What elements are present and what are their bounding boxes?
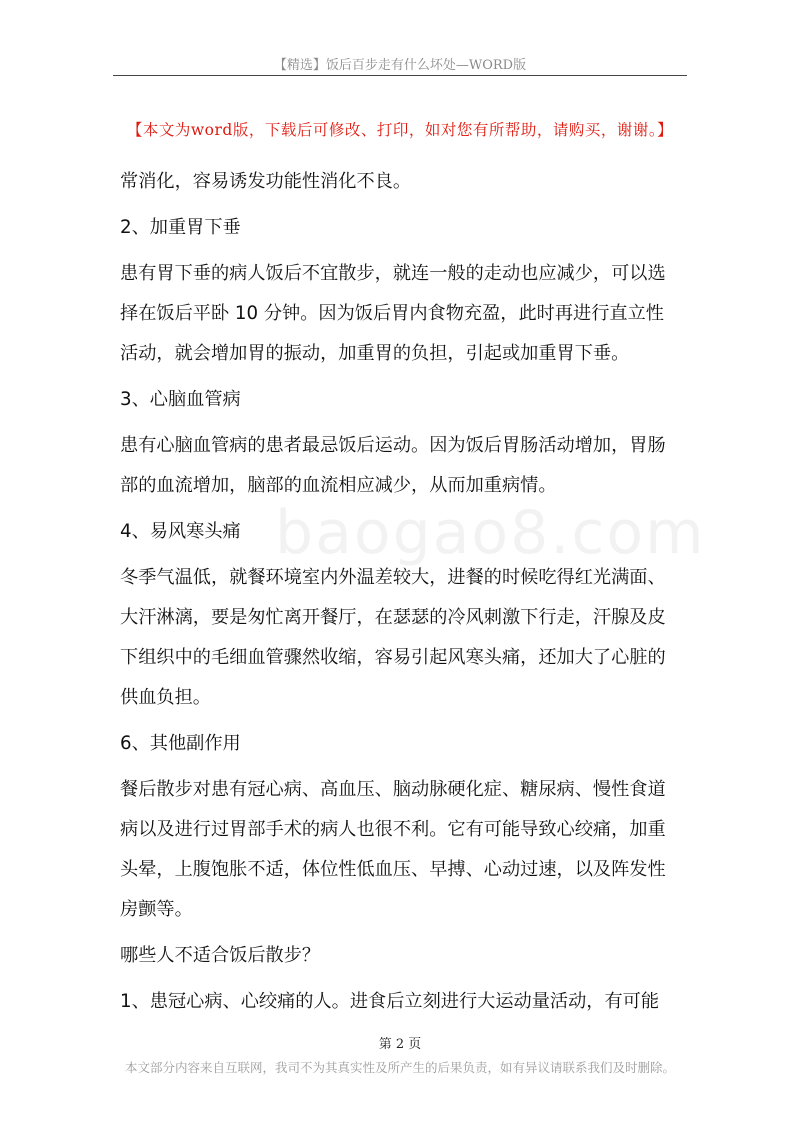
page-footer: 本文部分内容来自互联网，我司不为其真实性及所产生的后果负责，如有异议请联系我们及时删除。 (124, 1060, 675, 1075)
text-line: 择在饭后平卧 10 分钟。因为饭后胃内食物充盈，此时再进行直立性 (120, 303, 664, 324)
page-header: 【精选】饭后百步走有什么坏处—WORD版 (273, 58, 527, 73)
paragraph (120, 162, 686, 202)
text-line: 头晕，上腹饱胀不适，体位性低血压、早搏、心动过速，以及阵发性 (120, 859, 666, 880)
word-notice: 【本文为word版，下载后可修改、打印，如对您有所帮助，请购买，谢谢。】 (126, 121, 674, 139)
text-line: 冬季气温低，就餐环境室内外温差较大，进餐的时候吃得红光满面、 (120, 567, 666, 588)
text-line: 供血负担。 (120, 687, 211, 708)
header-rule (113, 75, 687, 76)
text-line: 哪些人不适合饭后散步？ (120, 945, 321, 966)
text-line: 患有胃下垂的病人饭后不宜散步，就连一般的走动也应减少，可以选 (120, 263, 666, 284)
text-line: 病以及进行过胃部手术的病人也很不利。它有可能导致心绞痛，加重 (120, 819, 666, 840)
text-line: 大汗淋漓，要是匆忙离开餐厅，在瑟瑟的冷风刺激下行走，汗腺及皮 (120, 607, 666, 628)
paragraph (120, 982, 686, 1022)
text-line: 常消化，容易诱发功能性消化不良。 (120, 171, 412, 192)
paragraph (120, 558, 686, 718)
paragraph (120, 426, 686, 506)
paragraph (120, 380, 686, 420)
text-line: 房颤等。 (120, 899, 193, 920)
paragraph (120, 936, 686, 976)
text-line: 活动，就会增加胃的振动，加重胃的负担，引起或加重胃下垂。 (120, 343, 630, 364)
paragraph (120, 208, 686, 248)
text-line: 3、心脑血管病 (120, 389, 241, 410)
paragraph (120, 770, 686, 930)
text-line: 1、患冠心病、心绞痛的人。进食后立刻进行大运动量活动，有可能 (120, 991, 660, 1012)
text-line: 部的血流增加，脑部的血流相应减少，从而加重病情。 (120, 475, 557, 496)
text-line: 4、易风寒头痛 (120, 521, 241, 542)
page-number: 第 2 页 (378, 1037, 422, 1052)
paragraph (120, 512, 686, 552)
text-line: 患有心脑血管病的患者最忌饭后运动。因为饭后胃肠活动增加，胃肠 (120, 435, 666, 456)
paragraph (120, 724, 686, 764)
text-line: 餐后散步对患有冠心病、高血压、脑动脉硬化症、糖尿病、慢性食道 (120, 779, 666, 800)
text-line: 2、加重胃下垂 (120, 217, 241, 238)
document-body (120, 162, 686, 1022)
text-line: 6、其他副作用 (120, 733, 241, 754)
paragraph (120, 254, 686, 374)
text-line: 下组织中的毛细血管骤然收缩，容易引起风寒头痛，还加大了心脏的 (120, 647, 666, 668)
watermark: baogao8.com (275, 498, 706, 568)
